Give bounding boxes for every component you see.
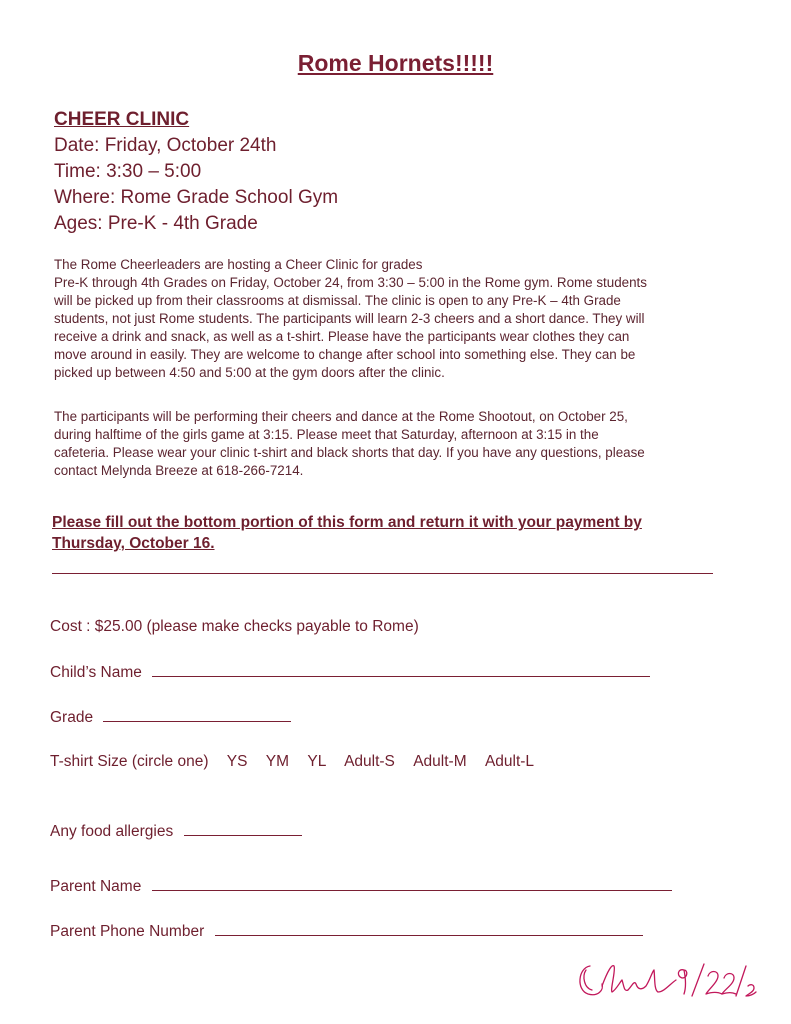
grade-field[interactable] xyxy=(103,707,291,722)
parent-phone-row xyxy=(50,921,643,941)
grade-label: Grade xyxy=(50,709,94,726)
paragraph-line: students, not just Rome students. The participants will learn 2-3 cheers and a short dance. They will xyxy=(54,311,645,326)
parent-name-label: Parent Name xyxy=(50,878,142,895)
parent-name-field[interactable] xyxy=(152,876,672,891)
child-name-row xyxy=(50,662,650,682)
allergies-label: Any food allergies xyxy=(50,823,174,840)
child-name-label: Child’s Name xyxy=(50,664,142,681)
cut-line-divider xyxy=(52,573,713,574)
paragraph-line: The participants will be performing their cheers and dance at the Rome Shootout, on October 25, xyxy=(54,409,628,424)
handwritten-signature xyxy=(572,950,762,1010)
description-paragraph xyxy=(54,256,754,382)
cost-line: Cost : $25.00 (please make checks payable to Rome) xyxy=(50,618,419,635)
clinic-heading: CHEER CLINIC xyxy=(54,109,190,130)
clinic-details xyxy=(54,107,338,237)
grade-row xyxy=(50,707,291,727)
tshirt-size-label: T-shirt Size (circle one) xyxy=(50,753,209,770)
tshirt-size-option[interactable]: Adult-M xyxy=(413,753,467,770)
page-title: Rome Hornets!!!!! xyxy=(297,50,494,76)
parent-name-row xyxy=(50,876,672,896)
paragraph-line: picked up between 4:50 and 5:00 at the gym doors after the clinic. xyxy=(54,365,445,380)
paragraph-line: cafeteria. Please wear your clinic t-shirt and black shorts that day. If you have any questions, please xyxy=(54,445,645,460)
return-notice xyxy=(52,512,752,554)
tshirt-size-option[interactable]: YM xyxy=(265,753,290,770)
tshirt-size-option[interactable]: Adult-L xyxy=(484,753,535,770)
clinic-date: Date: Friday, October 24th xyxy=(54,135,277,156)
tshirt-size-option[interactable]: YL xyxy=(307,753,326,770)
clinic-location: Where: Rome Grade School Gym xyxy=(54,187,339,208)
paragraph-line: contact Melynda Breeze at 618-266-7214. xyxy=(54,463,304,478)
allergies-field[interactable] xyxy=(184,821,302,836)
tshirt-size-option[interactable]: YS xyxy=(226,753,248,770)
performance-paragraph xyxy=(54,408,754,480)
paragraph-line: The Rome Cheerleaders are hosting a Cheer Clinic for grades xyxy=(54,257,423,272)
paragraph-line: receive a drink and snack, as well as a t-shirt. Please have the participants wear clothes they can xyxy=(54,329,630,344)
paragraph-line: will be picked up from their classrooms at dismissal. The clinic is open to any Pre-K – 4th Grade xyxy=(54,293,621,308)
parent-phone-label: Parent Phone Number xyxy=(50,923,205,940)
notice-line: Thursday, October 16. xyxy=(52,535,215,552)
paragraph-line: move around in easily. They are welcome to change after school into something else. They can be xyxy=(54,347,636,362)
tshirt-size-option[interactable]: Adult-S xyxy=(344,753,395,770)
allergies-row xyxy=(50,821,302,841)
paragraph-line: Pre-K through 4th Grades on Friday, October 24, from 3:30 – 5:00 in the Rome gym. Rome students xyxy=(54,275,647,290)
clinic-time: Time: 3:30 – 5:00 xyxy=(54,161,202,182)
tshirt-size-row xyxy=(50,753,534,771)
clinic-ages: Ages: Pre-K - 4th Grade xyxy=(54,213,258,234)
notice-line: Please fill out the bottom portion of this form and return it with your payment by xyxy=(52,514,642,531)
child-name-field[interactable] xyxy=(152,662,650,677)
parent-phone-field[interactable] xyxy=(215,921,643,936)
paragraph-line: during halftime of the girls game at 3:15. Please meet that Saturday, afternoon at 3:15 in the xyxy=(54,427,599,442)
